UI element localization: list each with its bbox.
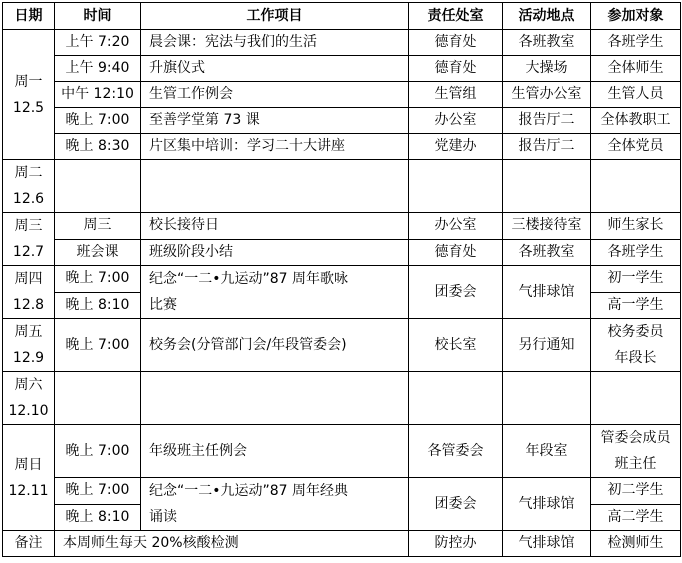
header-row: [3, 3, 681, 30]
place-cell: 另行通知: [503, 319, 591, 372]
header-item: 工作项目: [141, 3, 409, 30]
who-cell: [591, 160, 681, 213]
table-row: [3, 134, 681, 160]
who-cell: 全体师生: [591, 56, 681, 82]
table-row: [3, 239, 681, 266]
item-cell: 晨会课：宪法与我们的生活: [141, 30, 409, 56]
who-cell: 高二学生: [591, 504, 681, 531]
dept-cell: [409, 160, 503, 213]
time-cell: 班会课: [55, 239, 141, 266]
who-cell: 初一学生: [591, 266, 681, 293]
who-cell: [591, 372, 681, 425]
place-cell: 生管办公室: [503, 82, 591, 108]
notes-item: 本周师生每天 20%核酸检测: [55, 531, 409, 557]
item-cell: 校长接待日: [141, 213, 409, 240]
table-row: [3, 319, 681, 372]
day-cell-tuesday: 周二 12.6: [3, 160, 55, 213]
who-cell: 检测师生: [591, 531, 681, 557]
time-cell: 晚上 8:10: [55, 292, 141, 319]
table-row: [3, 30, 681, 56]
who-cell: 初二学生: [591, 478, 681, 505]
table-row: [3, 478, 681, 505]
table-row: [3, 372, 681, 425]
place-cell: 年段室: [503, 425, 591, 478]
header-time: 时间: [55, 3, 141, 30]
table-row: [3, 266, 681, 293]
dept-cell: 防控办: [409, 531, 503, 557]
item-cell: [141, 372, 409, 425]
notes-row: [3, 531, 681, 557]
item-cell: 班级阶段小结: [141, 239, 409, 266]
dept-cell: 党建办: [409, 134, 503, 160]
table-row: [3, 425, 681, 478]
time-cell: 晚上 7:00: [55, 108, 141, 134]
day-cell-friday: 周五 12.9: [3, 319, 55, 372]
time-cell: 周三: [55, 213, 141, 240]
dept-cell: 校长室: [409, 319, 503, 372]
who-cell: 师生家长: [591, 213, 681, 240]
dept-cell: 生管组: [409, 82, 503, 108]
place-cell: [503, 372, 591, 425]
dept-cell: [409, 372, 503, 425]
place-cell: 报告厅二: [503, 108, 591, 134]
item-cell: 纪念“一二•九运动”87 周年歌咏 比赛: [141, 266, 409, 319]
time-cell: 晚上 7:00: [55, 425, 141, 478]
place-cell: 大操场: [503, 56, 591, 82]
day-cell-saturday: 周六 12.10: [3, 372, 55, 425]
who-cell: 管委会成员 班主任: [591, 425, 681, 478]
item-cell: 片区集中培训：学习二十大讲座: [141, 134, 409, 160]
weekly-schedule-table: [2, 2, 681, 557]
time-cell: 上午 7:20: [55, 30, 141, 56]
time-cell: 晚上 8:10: [55, 504, 141, 531]
who-cell: 生管人员: [591, 82, 681, 108]
day-cell-thursday: 周四 12.8: [3, 266, 55, 319]
header-dept: 责任处室: [409, 3, 503, 30]
who-cell: 各班学生: [591, 30, 681, 56]
table-row: [3, 56, 681, 82]
who-cell: 全体教职工: [591, 108, 681, 134]
time-cell: [55, 160, 141, 213]
table-row: [3, 160, 681, 213]
place-cell: 气排球馆: [503, 266, 591, 319]
item-cell: 纪念“一二•九运动”87 周年经典 诵读: [141, 478, 409, 531]
dept-cell: 德育处: [409, 30, 503, 56]
item-cell: 升旗仪式: [141, 56, 409, 82]
time-cell: 晚上 7:00: [55, 319, 141, 372]
time-cell: [55, 372, 141, 425]
table-row: [3, 82, 681, 108]
dept-cell: 团委会: [409, 478, 503, 531]
day-cell-sunday: 周日 12.11: [3, 425, 55, 531]
place-cell: 气排球馆: [503, 478, 591, 531]
item-cell: 至善学堂第 73 课: [141, 108, 409, 134]
dept-cell: 办公室: [409, 213, 503, 240]
place-cell: 各班教室: [503, 239, 591, 266]
dept-cell: 各管委会: [409, 425, 503, 478]
place-cell: 三楼接待室: [503, 213, 591, 240]
table-row: [3, 213, 681, 240]
who-cell: 全体党员: [591, 134, 681, 160]
day-cell-monday: 周一 12.5: [3, 30, 55, 160]
dept-cell: 团委会: [409, 266, 503, 319]
header-place: 活动地点: [503, 3, 591, 30]
who-cell: 高一学生: [591, 292, 681, 319]
day-cell-wednesday: 周三 12.7: [3, 213, 55, 266]
time-cell: 晚上 7:00: [55, 266, 141, 293]
who-cell: 校务委员 年段长: [591, 319, 681, 372]
dept-cell: 德育处: [409, 56, 503, 82]
time-cell: 晚上 7:00: [55, 478, 141, 505]
item-cell: 校务会(分管部门会/年段管委会): [141, 319, 409, 372]
place-cell: 各班教室: [503, 30, 591, 56]
time-cell: 中午 12:10: [55, 82, 141, 108]
notes-label: 备注: [3, 531, 55, 557]
time-cell: 晚上 8:30: [55, 134, 141, 160]
time-cell: 上午 9:40: [55, 56, 141, 82]
place-cell: 气排球馆: [503, 531, 591, 557]
dept-cell: 德育处: [409, 239, 503, 266]
table-row: [3, 108, 681, 134]
header-who: 参加对象: [591, 3, 681, 30]
item-cell: 生管工作例会: [141, 82, 409, 108]
place-cell: [503, 160, 591, 213]
who-cell: 各班学生: [591, 239, 681, 266]
item-cell: 年级班主任例会: [141, 425, 409, 478]
place-cell: 报告厅二: [503, 134, 591, 160]
dept-cell: 办公室: [409, 108, 503, 134]
item-cell: [141, 160, 409, 213]
header-date: 日期: [3, 3, 55, 30]
